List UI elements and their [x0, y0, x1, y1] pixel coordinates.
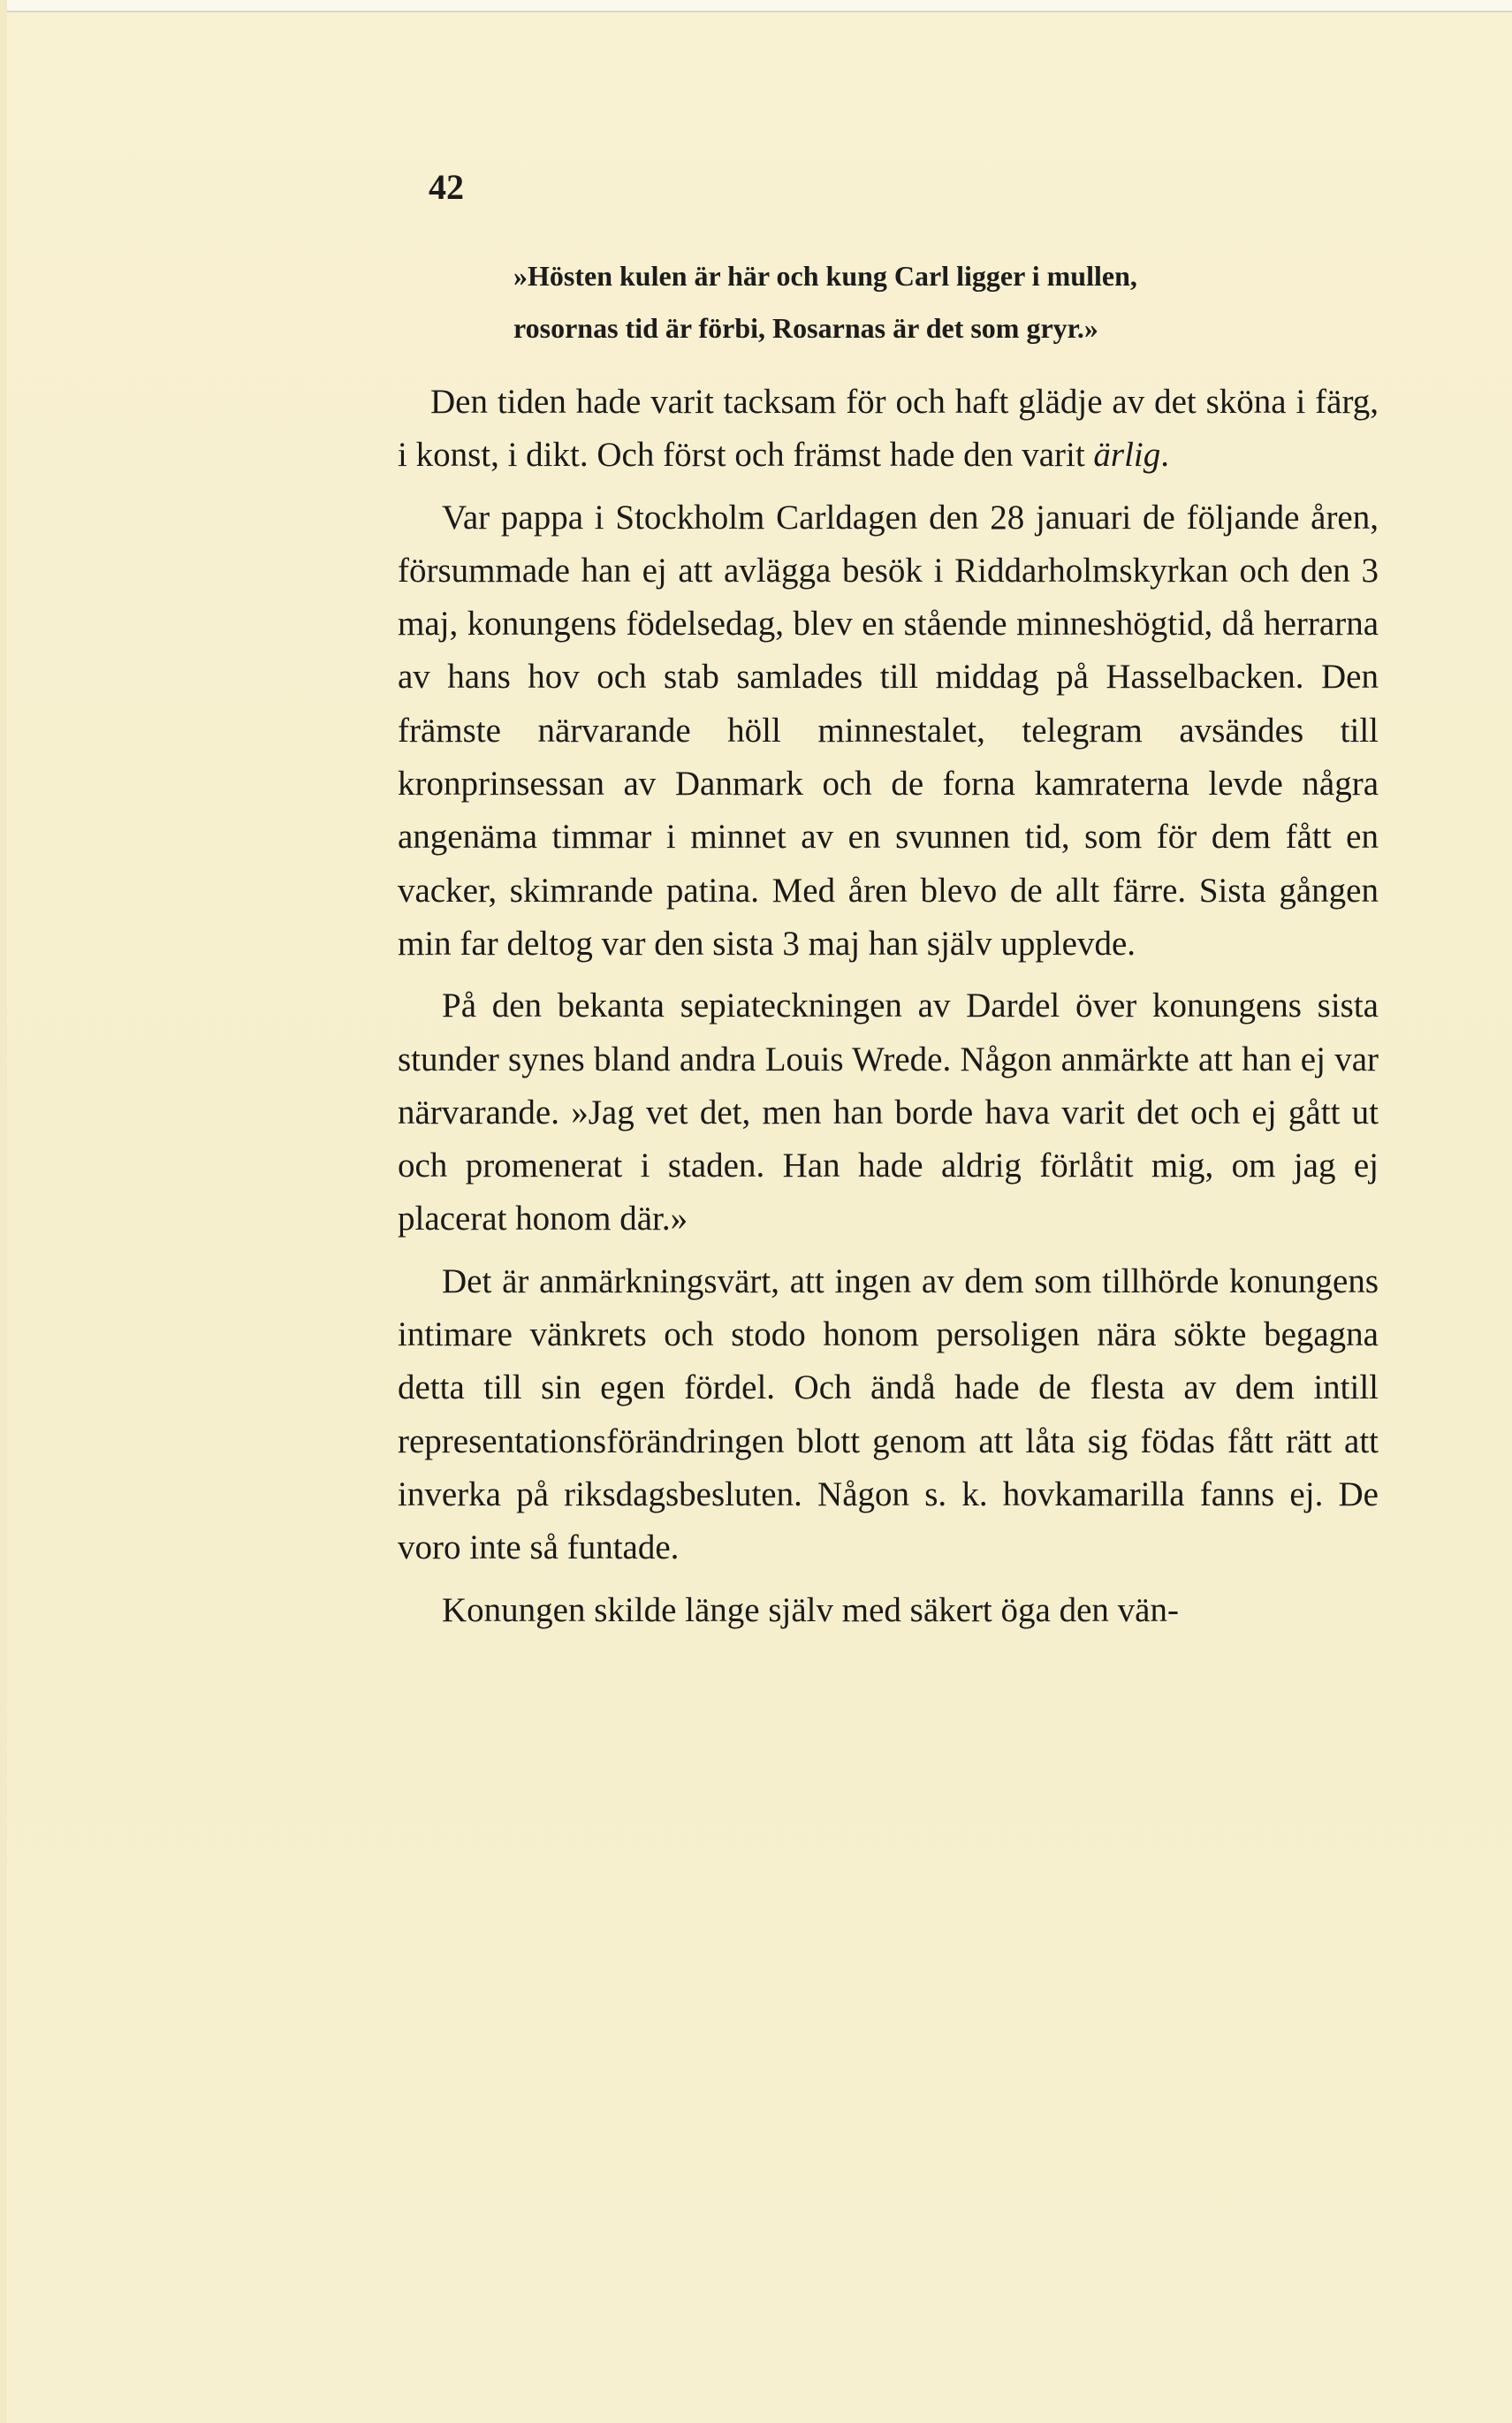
paragraph: Det är anmärkningsvärt, att ingen av dem som tillhörde konungens intimare vänkrets och stodo honom persoligen nära sökte begagna detta till sin egen fördel. Och ändå hade de flesta av dem intill representationsförändringen blott genom att låta sig födas fått rätt att inverka på riksdagsbesluten. Någon s. k. hovkamarilla fanns ej. De voro inte så funtade.	[398, 1261, 1379, 1567]
paragraph	[398, 376, 1379, 483]
paragraph-end: .	[1160, 436, 1170, 475]
page-top-edge	[0, 0, 1512, 12]
paragraph-text: Den tiden hade varit tacksam för och haft glädje av det sköna i färg, i konst, i dikt. Och först och främst hade den varit	[398, 383, 1379, 475]
epigraph-line: »Hösten kulen är här och kung Carl ligger i mullen,	[513, 260, 1137, 292]
epigraph-line: rosornas tid är förbi, Rosarnas är det som gryr.»	[513, 312, 1098, 344]
paragraph: Var pappa i Stockholm Carldagen den 28 januari de följande åren, försummade han ej att avlägga besök i Riddarholmskyrkan och den 3 maj, konungens födelsedag, blev en stående minneshögtid, då herrarna av hans hov och stab samlades till middag på Hasselbacken. Den främste närvarande höll minnestalet, telegram avsändes till kronprinsessan av Danmark och de forna kamraterna levde några angenäma timmar i minnet av en svunnen tid, som för dem fått en vacker, skimrande patina. Med åren blevo de allt färre. Sista gången min far deltog var den sista 3 maj han själv upplevde.	[398, 498, 1379, 963]
page-number: 42	[429, 167, 464, 207]
body-text	[398, 376, 1379, 1646]
paragraph: Konungen skilde länge själv med säkert öga den vän-	[442, 1590, 1179, 1629]
emphasized-word: ärlig	[1093, 436, 1161, 475]
page-left-edge	[0, 0, 7, 2423]
paragraph: På den bekanta sepiateckningen av Dardel över konungens sista stunder synes bland andra Louis Wrede. Någon anmärkte att han ej var närvarande. »Jag vet det, men han borde hava varit det och ej gått ut och promenerat i staden. Han hade aldrig förlåtit mig, om jag ej placerat honom där.»	[398, 987, 1379, 1238]
epigraph-quote	[513, 250, 1265, 354]
